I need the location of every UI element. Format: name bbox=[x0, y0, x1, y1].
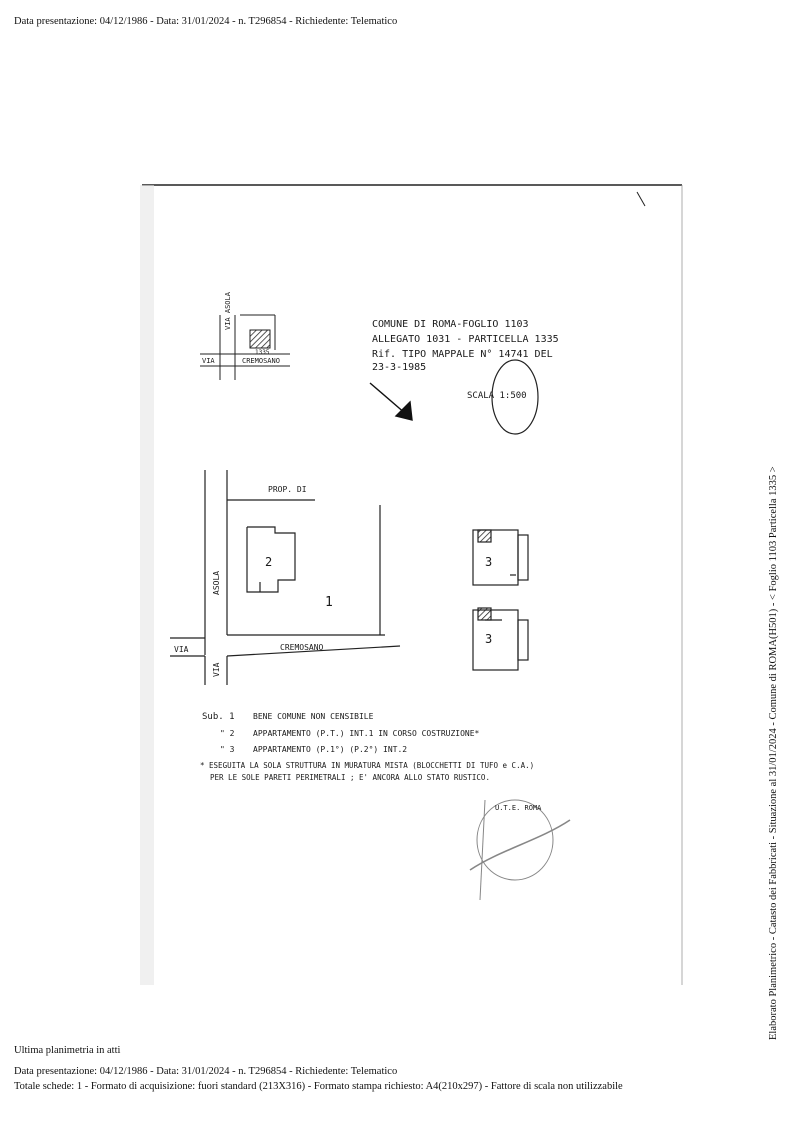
legend-sub3-text: APPARTAMENTO (P.1°) (P.2°) INT.2 bbox=[253, 745, 408, 754]
keymap-street-h: CREMOSANO bbox=[242, 357, 280, 365]
building-label: 2 bbox=[265, 555, 273, 569]
via-label-v: VIA bbox=[212, 662, 221, 677]
header-info: Data presentazione: 04/12/1986 - Data: 31/01/2024 - n. T296854 - Richiedente: Telematico bbox=[14, 16, 398, 27]
sidebar-info: Elaborato Planimetrico - Catasto dei Fabbricati - Situazione al 31/01/2024 - Comune di ROMA(H501) - < Foglio 1103 Particella 1335 > bbox=[768, 466, 779, 1040]
unit-plan-a bbox=[473, 530, 528, 585]
corner-tick bbox=[637, 192, 645, 206]
sheet-left-shade bbox=[140, 185, 154, 985]
footer-line-1: Data presentazione: 04/12/1986 - Data: 31/01/2024 - n. T296854 - Richiedente: Telematico bbox=[14, 1066, 398, 1077]
title-line-3: Rif. TIPO MAPPALE N° 14741 DEL bbox=[372, 349, 553, 360]
unit-plan-b bbox=[473, 608, 528, 670]
site-plan bbox=[170, 470, 400, 685]
footer-line-2: Totale schede: 1 - Formato di acquisizione: fuori standard (213X316) - Formato stampa richiesto: A4(210x297) - Fattore di scala non utilizzabile bbox=[14, 1081, 623, 1092]
keymap-street-v: VIA ASOLA bbox=[224, 292, 232, 330]
office-stamp bbox=[470, 800, 570, 900]
floor-plan-sheet bbox=[140, 180, 685, 990]
unit-b-label: 3 bbox=[485, 632, 493, 646]
lot-label: 1 bbox=[325, 595, 333, 610]
asola-label: ASOLA bbox=[212, 570, 221, 595]
unit-a-label: 3 bbox=[485, 555, 493, 569]
legend-sub1-text: BENE COMUNE NON CENSIBILE bbox=[253, 712, 374, 721]
note-line-1: * ESEGUITA LA SOLA STRUTTURA IN MURATURA MISTA (BLOCCHETTI DI TUFO e C.A.) bbox=[200, 761, 535, 770]
keymap-parcel: 1335 bbox=[255, 349, 270, 356]
legend-sub2-text: APPARTAMENTO (P.T.) INT.1 IN CORSO COSTRUZIONE* bbox=[253, 729, 480, 738]
floor-plan-drawing bbox=[140, 180, 685, 990]
stamp-text: U.T.E. ROMA bbox=[495, 804, 542, 812]
north-arrow-icon bbox=[370, 383, 412, 420]
keymap bbox=[200, 315, 290, 380]
legend-sub2-prefix: " 2 bbox=[220, 729, 235, 738]
legend-sub3-prefix: " 3 bbox=[220, 745, 235, 754]
title-line-1: COMUNE DI ROMA-FOGLIO 1103 bbox=[372, 319, 529, 330]
keymap-via: VIA bbox=[202, 357, 215, 365]
legend-sub1-prefix: Sub. 1 bbox=[202, 712, 235, 722]
footer-note: Ultima planimetria in atti bbox=[14, 1045, 121, 1056]
note-line-2: PER LE SOLE PARETI PERIMETRALI ; E' ANCORA ALLO STATO RUSTICO. bbox=[210, 773, 490, 782]
via-label-h: VIA bbox=[174, 645, 189, 654]
title-line-4: 23-3-1985 bbox=[372, 362, 427, 373]
cremosano-label: CREMOSANO bbox=[280, 643, 324, 652]
scale-label: SCALA 1:500 bbox=[467, 391, 527, 401]
prop-label: PROP. DI bbox=[268, 485, 307, 494]
title-line-2: ALLEGATO 1031 - PARTICELLA 1335 bbox=[372, 334, 559, 345]
